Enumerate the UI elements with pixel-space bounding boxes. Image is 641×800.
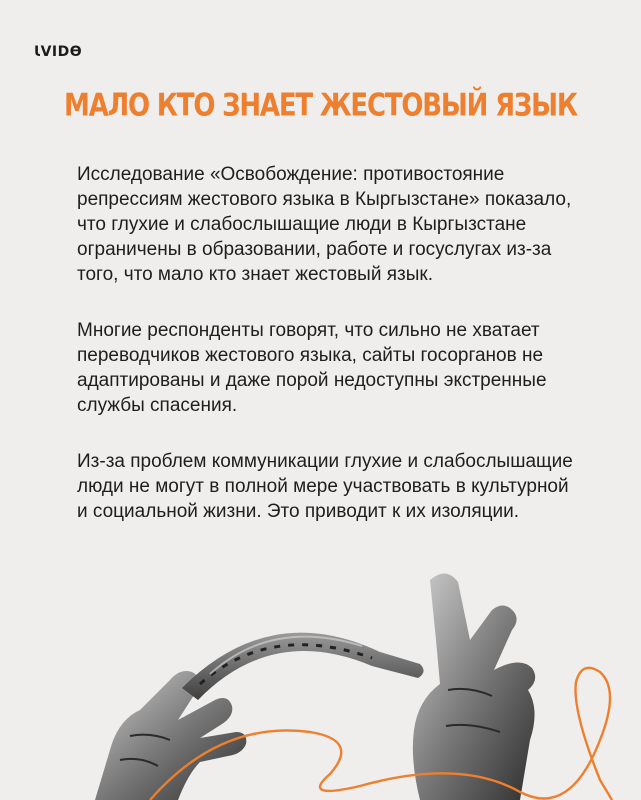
orange-thread — [150, 668, 612, 800]
left-hand-image — [95, 671, 246, 800]
paragraph-1: Исследование «Освобождение: противостояние репрессиям жестового языка в Кыргызстане» показало, что глухие и слабослышащие люди в Кыргызстане ограничены в образовании, работе и госуслугах из-за того, что мало кто знает жестовый язык. — [77, 164, 572, 285]
hands-illustration — [0, 560, 641, 800]
paragraph-2: Многие респонденты говорят, что сильно не хватает переводчиков жестового языка, сайты госорганов не адаптированы и даже порой недоступны экстренные службы спасения. — [77, 320, 547, 416]
sculpted-bridge — [182, 633, 424, 700]
right-hand-image — [413, 573, 535, 800]
article-body — [77, 162, 577, 555]
page-title: МАЛО КТО ЗНАЕТ ЖЕСТОВЫЙ ЯЗЫК — [64, 88, 577, 124]
paragraph-3: Из-за проблем коммуникации глухие и слабослышащие люди не могут в полной мере участвовать в культурной и социальной жизни. Это приводит к их изоляции. — [77, 451, 573, 522]
brand-logo: ƖVIDƟ — [34, 44, 83, 60]
